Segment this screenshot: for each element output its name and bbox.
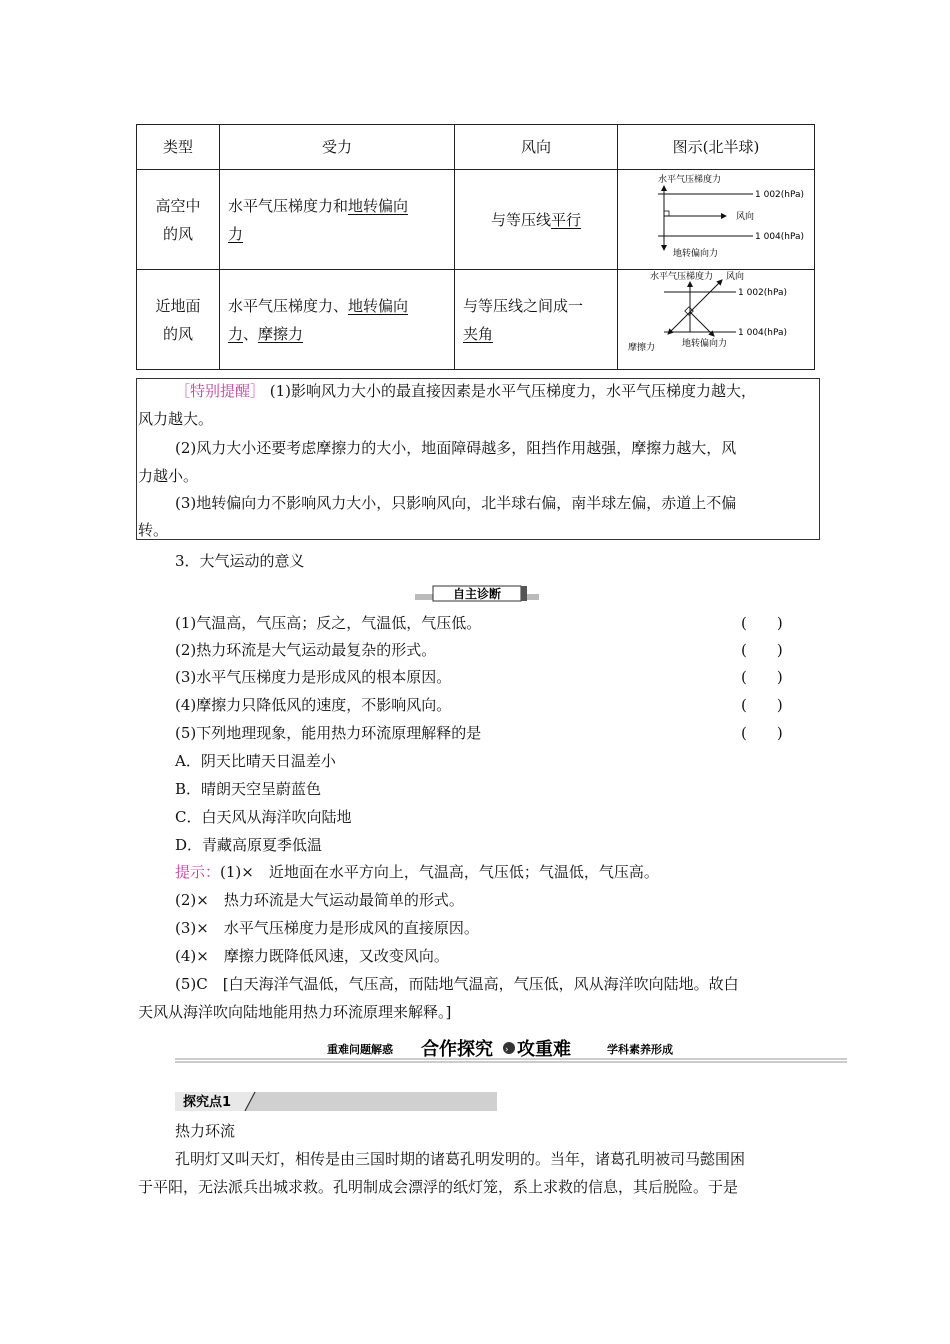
question-1: (1)气温高，气压高；反之，气温低，气压低。 (175, 614, 482, 632)
right-angle-mark (664, 211, 669, 216)
inquiry-point-shape (175, 1089, 497, 1111)
isobar-1004-label: 1 004(hPa) (738, 328, 788, 338)
question-4: (4)摩擦力只降低风的速度，不影响风向。 (175, 696, 452, 714)
option-d: D．青藏高原夏季低温 (175, 836, 323, 854)
reminder-line-1: ［特别提醒］ (1)影响风力大小的最直接因素是水平气压梯度力，水平气压梯度力越大， (175, 382, 757, 400)
answer-paren-3[interactable]: ( ) (741, 668, 783, 686)
cooperative-inquiry-banner (175, 1037, 847, 1065)
badge-label: 自主诊断 (452, 587, 502, 601)
pgf-label: 水平气压梯度力 (650, 272, 714, 282)
answer-paren-4[interactable]: ( ) (741, 696, 783, 714)
answer-paren-5[interactable]: ( ) (741, 724, 783, 742)
reminder-line-5: (3)地转偏向力不影响风力大小，只影响风向，北半球右偏，南半球左偏，赤道上不偏 (175, 494, 737, 512)
banner-arrow-glyph: › (505, 1045, 509, 1055)
isobar-1004-label: 1 004(hPa) (755, 232, 805, 242)
question-5: (5)下列地理现象，能用热力环流原理解释的是 (175, 724, 482, 742)
table-row (137, 170, 815, 270)
hint-line-5: (5)C [白天海洋气温低，气压高，而陆地气温高，气压低，风从海洋吹向陆地。故白 (175, 975, 739, 993)
isobar-1002-label: 1 002(hPa) (755, 190, 805, 200)
header-diagram: 图示(北半球) (618, 125, 815, 170)
isobar-1002-label: 1 002(hPa) (738, 288, 788, 298)
banner-main-1: 合作探究 (421, 1039, 493, 1060)
row1-type: 高空中 的风 (137, 170, 220, 270)
wind-label: 风向 (736, 212, 755, 222)
wind-label: 风向 (726, 272, 745, 282)
option-a: A．阴天比晴天日温差小 (175, 752, 336, 770)
special-reminder-box (136, 378, 820, 540)
coriolis-label: 地转偏向力 (673, 249, 719, 259)
row2-diagram (618, 270, 815, 370)
inquiry-point-text: 探究点1 (183, 1095, 232, 1110)
row1-force: 水平气压梯度力和地转偏向 力 (220, 170, 455, 270)
hint-line-2: (2)× 热力环流是大气运动最简单的形式。 (175, 891, 464, 909)
hint-line-4: (4)× 摩擦力既降低风速，又改变风向。 (175, 947, 449, 965)
wind-types-table (136, 124, 815, 370)
hint-line-6: 天风从海洋吹向陆地能用热力环流原理来解释。] (138, 1003, 452, 1021)
hint-line-3: (3)× 水平气压梯度力是形成风的直接原因。 (175, 919, 479, 937)
badge-shape (415, 584, 539, 602)
option-b: B．晴朗天空呈蔚蓝色 (175, 780, 322, 798)
friction-arrow (668, 312, 690, 334)
friction-label: 摩擦力 (628, 343, 656, 353)
row2-type: 近地面 的风 (137, 270, 220, 370)
section-heading: 3．大气运动的意义 (175, 552, 305, 570)
answer-paren-1[interactable]: ( ) (741, 614, 783, 632)
hint-line-1: 提示：(1)× 近地面在水平方向上，气温高，气压低；气温低，气压高。 (175, 863, 659, 881)
wind-arrow (690, 280, 722, 312)
row1-direction: 与等压线平行 (455, 170, 618, 270)
answer-paren-2[interactable]: ( ) (741, 641, 783, 659)
header-direction: 风向 (455, 125, 618, 170)
banner-graphic (175, 1037, 847, 1065)
banner-right-text: 学科素养形成 (607, 1043, 673, 1056)
reminder-line-2: 风力越大。 (138, 410, 214, 428)
reminder-line-3: (2)风力大小还要考虑摩擦力的大小，地面障碍越多，阻挡作用越强，摩擦力越大，风 (175, 439, 737, 457)
banner-main-2: 攻重难 (517, 1039, 571, 1060)
option-c: C．白天风从海洋吹向陆地 (175, 808, 352, 826)
surface-wind-diagram (618, 270, 814, 360)
banner-left-text: 重难问题解惑 (327, 1043, 393, 1056)
table-row (137, 270, 815, 370)
self-diagnosis-badge (415, 584, 539, 602)
question-3: (3)水平气压梯度力是形成风的根本原因。 (175, 668, 452, 686)
row2-force: 水平气压梯度力、地转偏向 力、摩擦力 (220, 270, 455, 370)
coriolis-label: 地转偏向力 (682, 339, 728, 349)
pgf-label: 水平气压梯度力 (658, 175, 722, 185)
row2-direction: 与等压线之间成一 夹角 (455, 270, 618, 370)
inquiry-point-label (175, 1089, 497, 1111)
header-force: 受力 (220, 125, 455, 170)
reminder-line-6: 转。 (138, 521, 169, 539)
row1-diagram (618, 170, 815, 270)
question-2: (2)热力环流是大气运动最复杂的形式。 (175, 641, 437, 659)
paragraph-line-1: 孔明灯又叫天灯，相传是由三国时期的诸葛孔明发明的。当年，诸葛孔明被司马懿围困 (175, 1150, 746, 1168)
paragraph-line-2: 于平阳，无法派兵出城求救。孔明制成会漂浮的纸灯笼，系上求救的信息，其后脱险。于是 (138, 1178, 739, 1196)
reminder-line-4: 力越小。 (138, 467, 199, 485)
header-type: 类型 (137, 125, 220, 170)
topic-heading: 热力环流 (175, 1122, 236, 1140)
upper-wind-diagram (618, 170, 814, 260)
